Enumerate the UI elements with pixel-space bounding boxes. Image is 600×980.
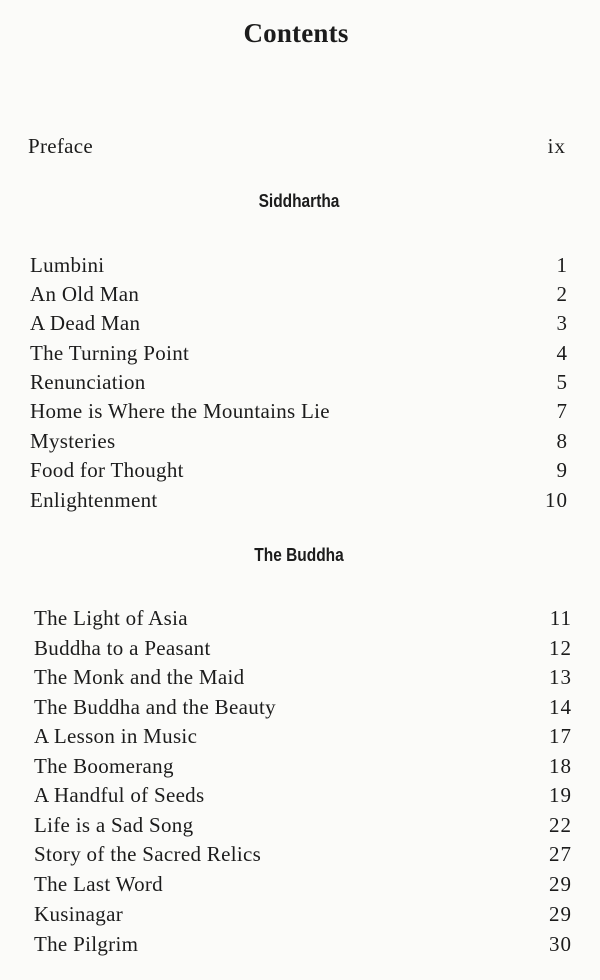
toc-entry[interactable]: [30, 427, 568, 455]
toc-entry-page: 5: [556, 370, 568, 394]
section-heading-siddhartha: Siddhartha: [258, 191, 340, 211]
toc-entry-page: 2: [556, 282, 568, 306]
toc-entry-page: 22: [549, 813, 572, 837]
toc-entry-page: 8: [556, 429, 568, 453]
toc-entry-page: 12: [549, 636, 572, 660]
toc-entry-title: The Monk and the Maid: [34, 665, 245, 689]
toc-entry[interactable]: [34, 663, 572, 691]
toc-entry[interactable]: [30, 339, 568, 367]
toc-entry-title: A Dead Man: [30, 311, 141, 335]
toc-entry-title: Story of the Sacred Relics: [34, 842, 262, 866]
toc-entry-title: A Lesson in Music: [34, 724, 198, 748]
toc-entry-page: 17: [549, 724, 572, 748]
toc-entry-title: The Pilgrim: [34, 932, 139, 956]
toc-entry[interactable]: [34, 693, 572, 721]
toc-entry[interactable]: [30, 397, 568, 425]
toc-entry[interactable]: [30, 309, 568, 337]
toc-entry-title: The Last Word: [34, 872, 163, 896]
toc-entry-page: 13: [549, 665, 572, 689]
page-title: Contents: [243, 18, 349, 48]
toc-entry-page: 9: [556, 458, 568, 482]
toc-entry-preface[interactable]: [28, 132, 566, 160]
toc-entry[interactable]: [30, 280, 568, 308]
toc-entry-title: A Handful of Seeds: [34, 783, 205, 807]
toc-entry-page: 3: [556, 311, 568, 335]
toc-entry-page: 19: [549, 783, 572, 807]
toc-entry-page: 29: [549, 872, 572, 896]
toc-entry-page: 1: [556, 253, 568, 277]
toc-entry-title: Buddha to a Peasant: [34, 636, 211, 660]
toc-entry-title: Kusinagar: [34, 902, 124, 926]
section-heading-the-buddha: The Buddha: [254, 545, 344, 565]
toc-entry[interactable]: [34, 811, 572, 839]
toc-entry-page: 4: [556, 341, 568, 365]
toc-entry-page: 11: [549, 606, 572, 630]
toc-entry-title: Mysteries: [30, 429, 116, 453]
toc-entry-title: Food for Thought: [30, 458, 184, 482]
toc-entry[interactable]: [30, 456, 568, 484]
toc-entry[interactable]: [34, 722, 572, 750]
toc-entry[interactable]: [30, 486, 568, 514]
toc-entry-page: 10: [545, 488, 568, 512]
toc-entry[interactable]: [34, 781, 572, 809]
toc-entry-title: An Old Man: [30, 282, 140, 306]
toc-entry[interactable]: [34, 840, 572, 868]
toc-entry-title: Enlightenment: [30, 488, 158, 512]
toc-entry-title: The Buddha and the Beauty: [34, 695, 276, 719]
toc-entry-page: 30: [549, 932, 572, 956]
toc-entry-page: ix: [547, 134, 566, 158]
toc-entry-title: The Boomerang: [34, 754, 174, 778]
toc-entry[interactable]: [34, 752, 572, 780]
toc-entry-title: Life is a Sad Song: [34, 813, 194, 837]
toc-entry[interactable]: [30, 368, 568, 396]
toc-entry[interactable]: [34, 634, 572, 662]
toc-entry[interactable]: [34, 604, 572, 632]
toc-entry[interactable]: [34, 900, 572, 928]
toc-entry-page: 7: [556, 399, 568, 423]
toc-entry-title: Preface: [28, 134, 94, 158]
toc-entry-page: 29: [549, 902, 572, 926]
toc-entry-page: 14: [549, 695, 572, 719]
toc-entry-title: Lumbini: [30, 253, 105, 277]
toc-entry-page: 27: [549, 842, 572, 866]
toc-entry-title: Home is Where the Mountains Lie: [30, 399, 330, 423]
toc-entry[interactable]: [30, 251, 568, 279]
toc-entry-page: 18: [549, 754, 572, 778]
toc-entry-title: The Light of Asia: [34, 606, 188, 630]
toc-entry[interactable]: [34, 930, 572, 958]
toc-entry[interactable]: [34, 870, 572, 898]
toc-entry-title: Renunciation: [30, 370, 146, 394]
toc-entry-title: The Turning Point: [30, 341, 190, 365]
